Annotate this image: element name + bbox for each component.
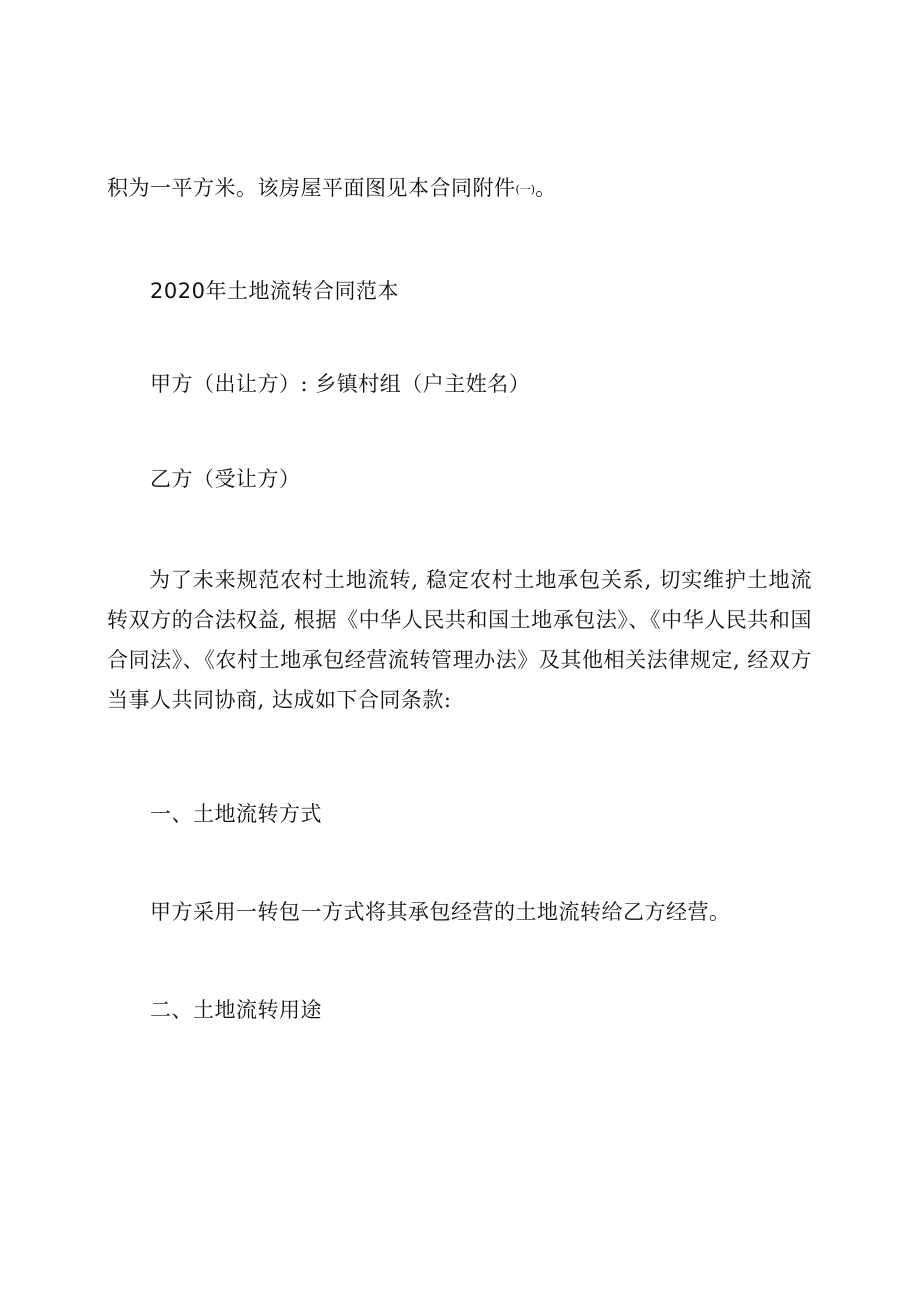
party-a-line: 甲方（出让方）: 乡镇村组（户主姓名） xyxy=(150,372,531,396)
section-1-text: 甲方采用一转包一方式将其承包经营的土地流转给乙方经营。 xyxy=(150,900,731,924)
party-b-line: 乙方（受让方） xyxy=(150,467,301,491)
document-title: 2020年土地流转合同范本 xyxy=(150,279,399,303)
continuation-text: 积为一平方米。该房屋平面图见本合同附件 xyxy=(107,176,516,200)
intro-paragraph: 为了未来规范农村土地流转, 稳定农村土地承包关系, 切实维护土地流转双方的合法权益, 根据《中华人民共和国土地承包法》、《中华人民共和国合同法》、《农村土地承包经营流转管理办法》及其他相关法律规定, 经双方当事人共同协商, 达成如下合同条款: xyxy=(107,568,812,712)
section-1-heading: 一、土地流转方式 xyxy=(150,802,322,826)
continuation-end: 。 xyxy=(535,176,557,200)
attachment-mark: (一) xyxy=(515,183,536,196)
continuation-line xyxy=(107,176,557,202)
section-2-heading: 二、土地流转用途 xyxy=(150,998,322,1022)
